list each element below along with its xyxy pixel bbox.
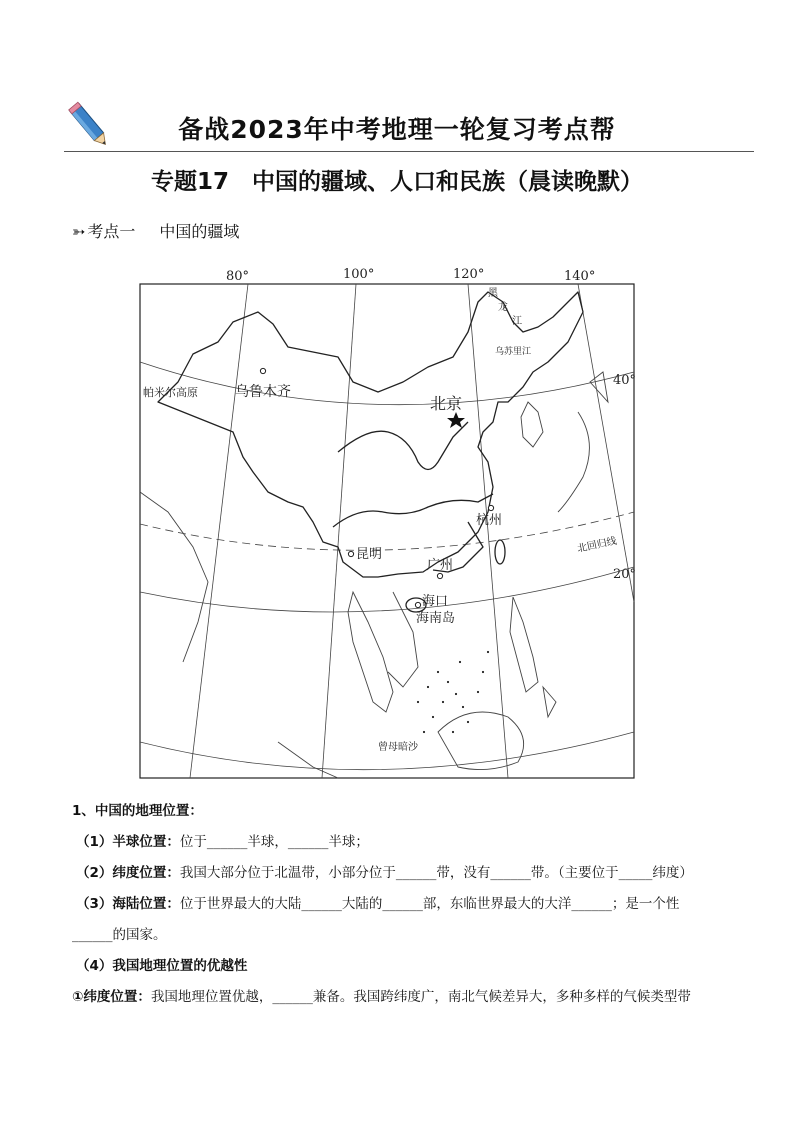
arrow-icon: ➳ — [72, 222, 86, 241]
item-sea-land-cont: ______的国家。 — [72, 927, 167, 943]
lon-label-80: 80° — [226, 269, 250, 284]
label-wusuli: 乌苏里江 — [495, 347, 532, 357]
korea-peninsula — [521, 402, 543, 447]
label-guangzhou: 广州 — [427, 558, 454, 573]
label-haikou: 海口 — [422, 594, 449, 609]
section-topic: 中国的疆域 — [159, 222, 240, 241]
borneo — [438, 712, 524, 770]
heilongjiang-char-1: 黑 — [488, 288, 498, 299]
page-subtitle: 专题17 中国的疆域、人口和民族（晨读晚默） — [150, 169, 643, 195]
map-frame — [140, 284, 634, 778]
meridian-140 — [578, 284, 634, 602]
label-heilongjiang — [488, 287, 522, 327]
kunming-dot — [348, 551, 353, 556]
label-zengmu: 曾母暗沙 — [378, 742, 418, 753]
scs-islands — [417, 651, 489, 733]
hangzhou-dot — [488, 505, 493, 510]
philippines — [510, 597, 556, 717]
sumatra — [278, 742, 338, 778]
label-hainan: 海南岛 — [416, 611, 456, 626]
label-beijing: 北京 — [430, 394, 463, 413]
urumqi-dot — [260, 368, 265, 373]
section-heading — [72, 219, 239, 242]
lon-label-140: 140° — [564, 269, 596, 284]
label-kunming: 昆明 — [356, 547, 383, 562]
beijing-star — [447, 412, 465, 428]
title-divider — [64, 151, 754, 152]
guangzhou-dot — [437, 573, 442, 578]
item-hemisphere: （1）半球位置：位于______半球，______半球； — [76, 834, 369, 850]
china-outline — [158, 292, 583, 577]
tropic-line — [140, 512, 634, 550]
label-tropic: 北回归线 — [576, 535, 618, 555]
page-title: 备战2023年中考地理一轮复习考点帮 — [178, 115, 616, 144]
label-pamir: 帕米尔高原 — [143, 386, 198, 399]
lon-label-120: 120° — [453, 267, 485, 282]
india-edge — [140, 492, 208, 662]
heilongjiang-char-2: 龙 — [498, 302, 508, 313]
section-label: 考点一 — [87, 222, 136, 241]
japan-islands — [558, 372, 608, 512]
yangtze-river — [333, 494, 493, 527]
item-latitude-advantage: ①纬度位置：我国地理位置优越，______兼备。我国跨纬度广，南北气候差异大，多种多样的气候类型带 — [72, 989, 691, 1005]
label-urumqi: 乌鲁木齐 — [235, 384, 291, 400]
haikou-dot — [415, 602, 420, 607]
item-advantage: （4）我国地理位置的优越性 — [76, 958, 248, 974]
lat-label-40: 40° — [612, 373, 636, 388]
label-hangzhou: 杭州 — [476, 513, 503, 528]
item-latitude: （2）纬度位置：我国大部分位于北温带，小部分位于______带，没有______带。（主要位于_____纬度） — [76, 865, 693, 881]
parallel-40 — [140, 362, 634, 405]
taiwan-island — [495, 540, 505, 564]
meridian-80 — [190, 284, 248, 778]
yellow-river — [338, 422, 468, 470]
item-sea-land: （3）海陆位置：位于世界最大的大陆______大陆的______部，东临世界最大的大洋______；是一个性 — [76, 896, 680, 912]
indochina — [348, 592, 393, 712]
content-heading: 1、中国的地理位置： — [72, 803, 203, 819]
content-body — [72, 796, 762, 1013]
lat-label-20: 20° — [612, 567, 636, 582]
indochina-east — [388, 592, 418, 687]
heilongjiang-char-3: 江 — [512, 316, 522, 327]
china-territory-map — [138, 262, 638, 782]
lon-label-100: 100° — [343, 267, 375, 282]
